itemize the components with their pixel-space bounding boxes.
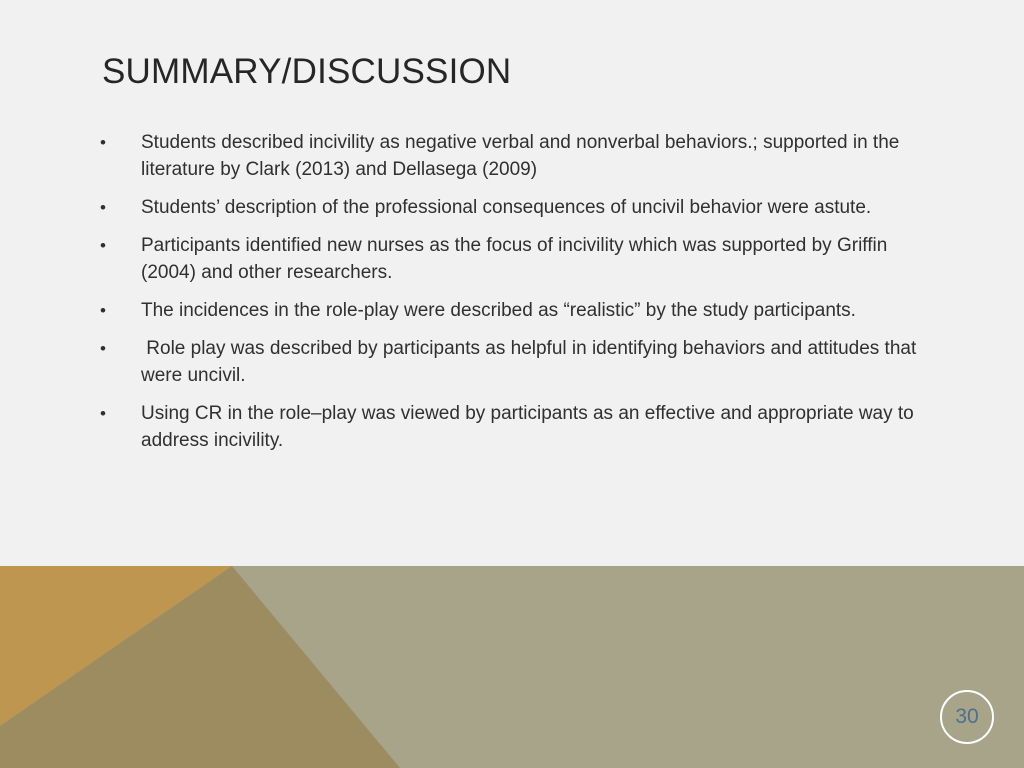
bullet-text: Students’ description of the professional consequences of uncivil behavior were astute.	[141, 197, 872, 218]
bullet-item	[100, 400, 920, 454]
bullet-dot-icon: •	[100, 339, 106, 358]
bullet-dot-icon: •	[100, 404, 106, 423]
bullet-item	[100, 335, 920, 389]
bullet-text: The incidences in the role-play were described as “realistic” by the study participants.	[141, 300, 856, 321]
bullet-item	[100, 232, 920, 286]
bullet-list	[100, 129, 920, 465]
bullet-item	[100, 129, 920, 183]
page-number: 30	[955, 705, 979, 728]
bullet-item	[100, 297, 920, 324]
slide-title: SUMMARY/DISCUSSION	[102, 52, 512, 91]
bullet-text: Participants identified new nurses as the focus of incivility which was supported by Griffin (2004) and other researchers.	[141, 235, 888, 283]
bullet-text: Using CR in the role–play was viewed by participants as an effective and appropriate way to address incivility.	[141, 403, 914, 451]
bullet-dot-icon: •	[100, 133, 106, 152]
bullet-text: Role play was described by participants as helpful in identifying behaviors and attitudes that were uncivil.	[141, 338, 922, 386]
bullet-item	[100, 194, 920, 221]
bullet-dot-icon: •	[100, 301, 106, 320]
bullet-dot-icon: •	[100, 236, 106, 255]
bullet-text: Students described incivility as negative verbal and nonverbal behaviors.; supported in the literature by Clark (2013) and Dellasega (2009)	[141, 132, 900, 180]
bullet-dot-icon: •	[100, 198, 106, 217]
decorative-footer-band	[0, 566, 1024, 768]
page-number-badge	[940, 690, 994, 744]
